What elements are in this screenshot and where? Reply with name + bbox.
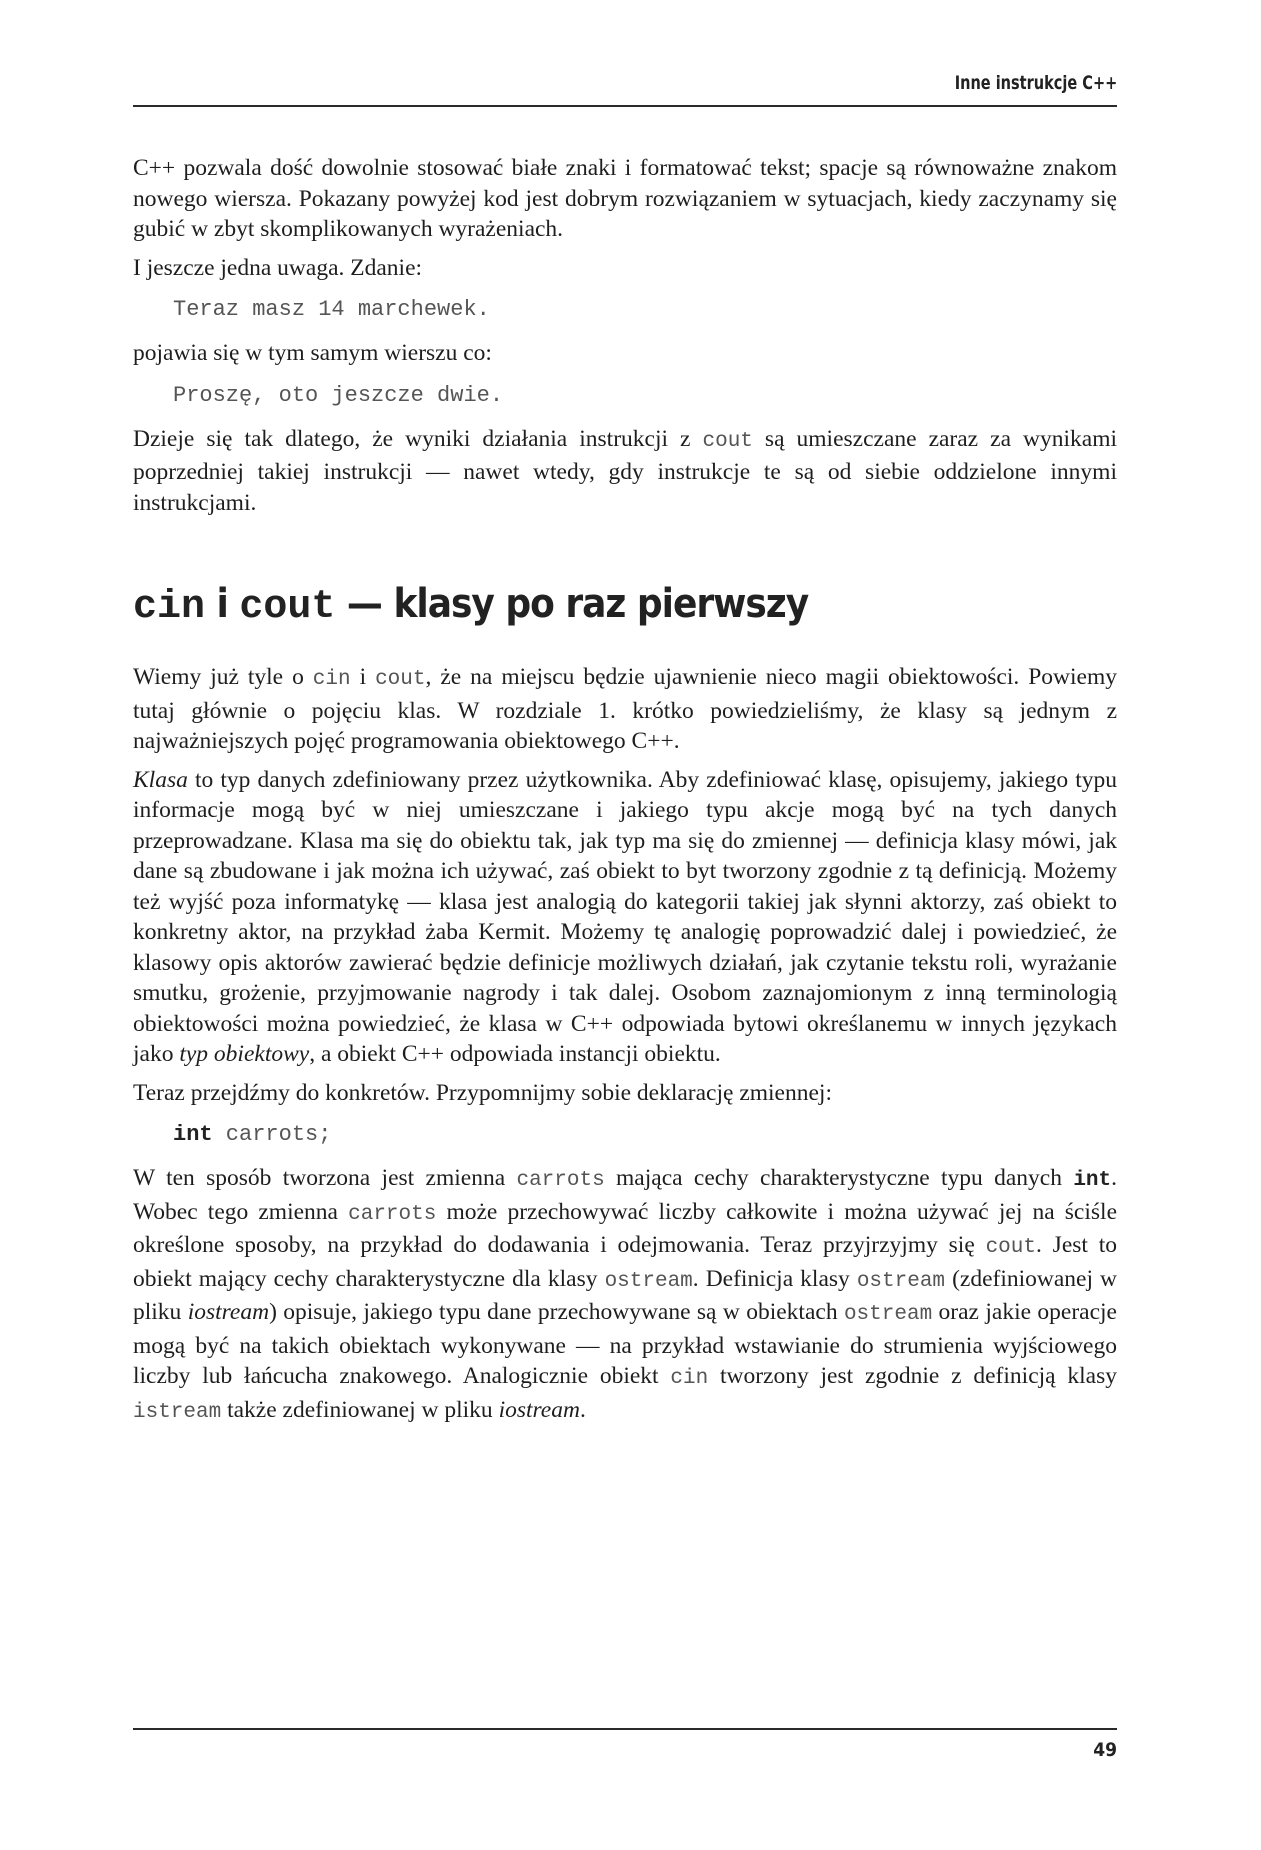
text-run: . [579, 1396, 586, 1423]
paragraph: pojawia się w tym samym wierszu co: [133, 340, 492, 366]
code-inline: ostream [856, 1269, 946, 1293]
text-run: tworzony jest zgodnie z definicją klasy [708, 1363, 1117, 1389]
text-run: , że na miejscu będzie ujawnienie nieco magii obiektowości. Powiemy tutaj głównie o pojęciu klas. W rozdziale 1. krótko powiedzieliśmy, że klasy są jednym z najważniejszych pojęć programowania obiektowego C++. [133, 664, 1117, 754]
code-sample [173, 1122, 1117, 1147]
term-italic: typ obiektowy [179, 1041, 310, 1067]
code-inline: istream [133, 1400, 222, 1424]
section-heading [133, 580, 1117, 632]
text-run: mająca cechy charakterystyczne typu danych [604, 1165, 1074, 1191]
paragraph: Teraz przejdźmy do konkretów. Przypomnijmy sobie deklarację zmiennej: [133, 1079, 832, 1106]
text-run: . Wobec tego zmienna [133, 1165, 1117, 1225]
filename-italic: iostream [498, 1396, 580, 1423]
paragraph [133, 662, 1117, 757]
text-run: to typ danych zdefiniowany przez użytkownika. Aby zdefiniować klasę, opisujemy, jakiego typu informacje mogą być w niej umieszczane i jakiego typu akcje mogą być na tych danych przeprowadzane. Klasa ma się do obiektu tak, jak typ ma się do zmiennej — definicja klasy mówi, jak dane są zbudowane i jak można ich używać, zaś obiekt to byt tworzony zgodnie z tą definicją. Możemy też wyjść poza informatykę — klasa jest analogią do kategorii takiej jak słynni aktorzy, zaś obiekt to konkretny aktor, na przykład żaba Kermit. Możemy tę analogię poprowadzić dalej i powiedzieć, że klasowy opis aktorów zawierać będzie definicje możliwych działań, jak czytanie tekstu roli, wyrażanie smutku, grożenie, przyjmowanie nagrody i tak dalej. Osobom zaznajomionym z inną terminologią obiektowości można powiedzieć, że klasa w C++ odpowiada bytowi określanemu w innych językach jako [133, 766, 1117, 1067]
heading-text: i [205, 581, 240, 627]
filename-italic: iostream [187, 1299, 270, 1325]
text-run: . Jest to obiekt mający cechy charakterystyczne dla klasy [133, 1232, 1117, 1292]
text-run: ) opisuje, jakiego typu dane przechowywane są w obiektach [269, 1299, 844, 1325]
code-inline: carrots [516, 1169, 605, 1192]
code-keyword: int [173, 1122, 213, 1147]
text-run: Wiemy już tyle o [133, 664, 313, 690]
footer-rule [133, 1728, 1117, 1730]
text-run: , a obiekt C++ odpowiada instancji obiektu. [309, 1041, 721, 1067]
code-inline: int [1073, 1169, 1112, 1192]
text-run: i [350, 664, 376, 690]
code-text: carrots; [212, 1122, 332, 1147]
text-run: Dzieje się tak dlatego, że wyniki działania instrukcji z [133, 425, 703, 452]
text-run: są umieszczane zaraz za wynikami poprzedniej takiej instrukcji — nawet wtedy, gdy instrukcje te są od siebie oddzielone innymi instrukcjami. [133, 425, 1117, 516]
paragraph [133, 424, 1117, 519]
code-inline: ostream [604, 1269, 693, 1293]
heading-text: — klasy po raz pierwszy [335, 581, 809, 627]
code-inline: ostream [843, 1303, 933, 1326]
text-run: może przechowywać liczby całkowite i można używać jej na ściśle określone sposoby, na przykład do dodawania i odejmowania. Teraz przyjrzyjmy się [133, 1198, 1118, 1258]
text-run: . Definicja klasy [692, 1265, 857, 1292]
code-inline: cin [312, 668, 351, 691]
paragraph [133, 1163, 1117, 1428]
code-inline: cout [985, 1236, 1036, 1259]
page-body [133, 153, 1117, 1436]
code-sample: Proszę, oto jeszcze dwie. [173, 382, 504, 408]
code-inline: cout [702, 429, 753, 453]
text-run: oraz jakie operacje mogą być na takich obiektach wykonywane — na przykład wstawianie do strumienia wyjściowego liczby lub łańcucha znakowego. Analogicznie obiekt [133, 1299, 1117, 1389]
text-run: (zdefiniowanej w pliku [133, 1265, 1118, 1325]
code-inline: cin [670, 1367, 709, 1390]
heading-code: cout [239, 585, 336, 630]
paragraph: I jeszcze jedna uwaga. Zdanie: [133, 254, 423, 281]
code-inline: carrots [348, 1202, 437, 1226]
page-number: 49 [1093, 1739, 1117, 1761]
text-run: W ten sposób tworzona jest zmienna [133, 1165, 517, 1191]
page-header [133, 72, 1117, 107]
code-sample: Teraz masz 14 marchewek. [173, 297, 490, 322]
heading-code: cin [133, 585, 206, 630]
code-inline: cout [375, 668, 426, 691]
paragraph [133, 765, 1117, 1070]
paragraph: C++ pozwala dość dowolnie stosować białe znaki i formatować tekst; spacje są równoważne znakom nowego wiersza. Pokazany powyżej kod jest dobrym rozwiązaniem w sytuacjach, kiedy zaczynamy się gubić w zbyt skomplikowanych wyrażeniach. [133, 155, 1117, 242]
text-run: także zdefiniowanej w pliku [221, 1396, 499, 1423]
term-italic: Klasa [133, 766, 188, 793]
running-title: Inne instrukcje C++ [954, 72, 1117, 94]
